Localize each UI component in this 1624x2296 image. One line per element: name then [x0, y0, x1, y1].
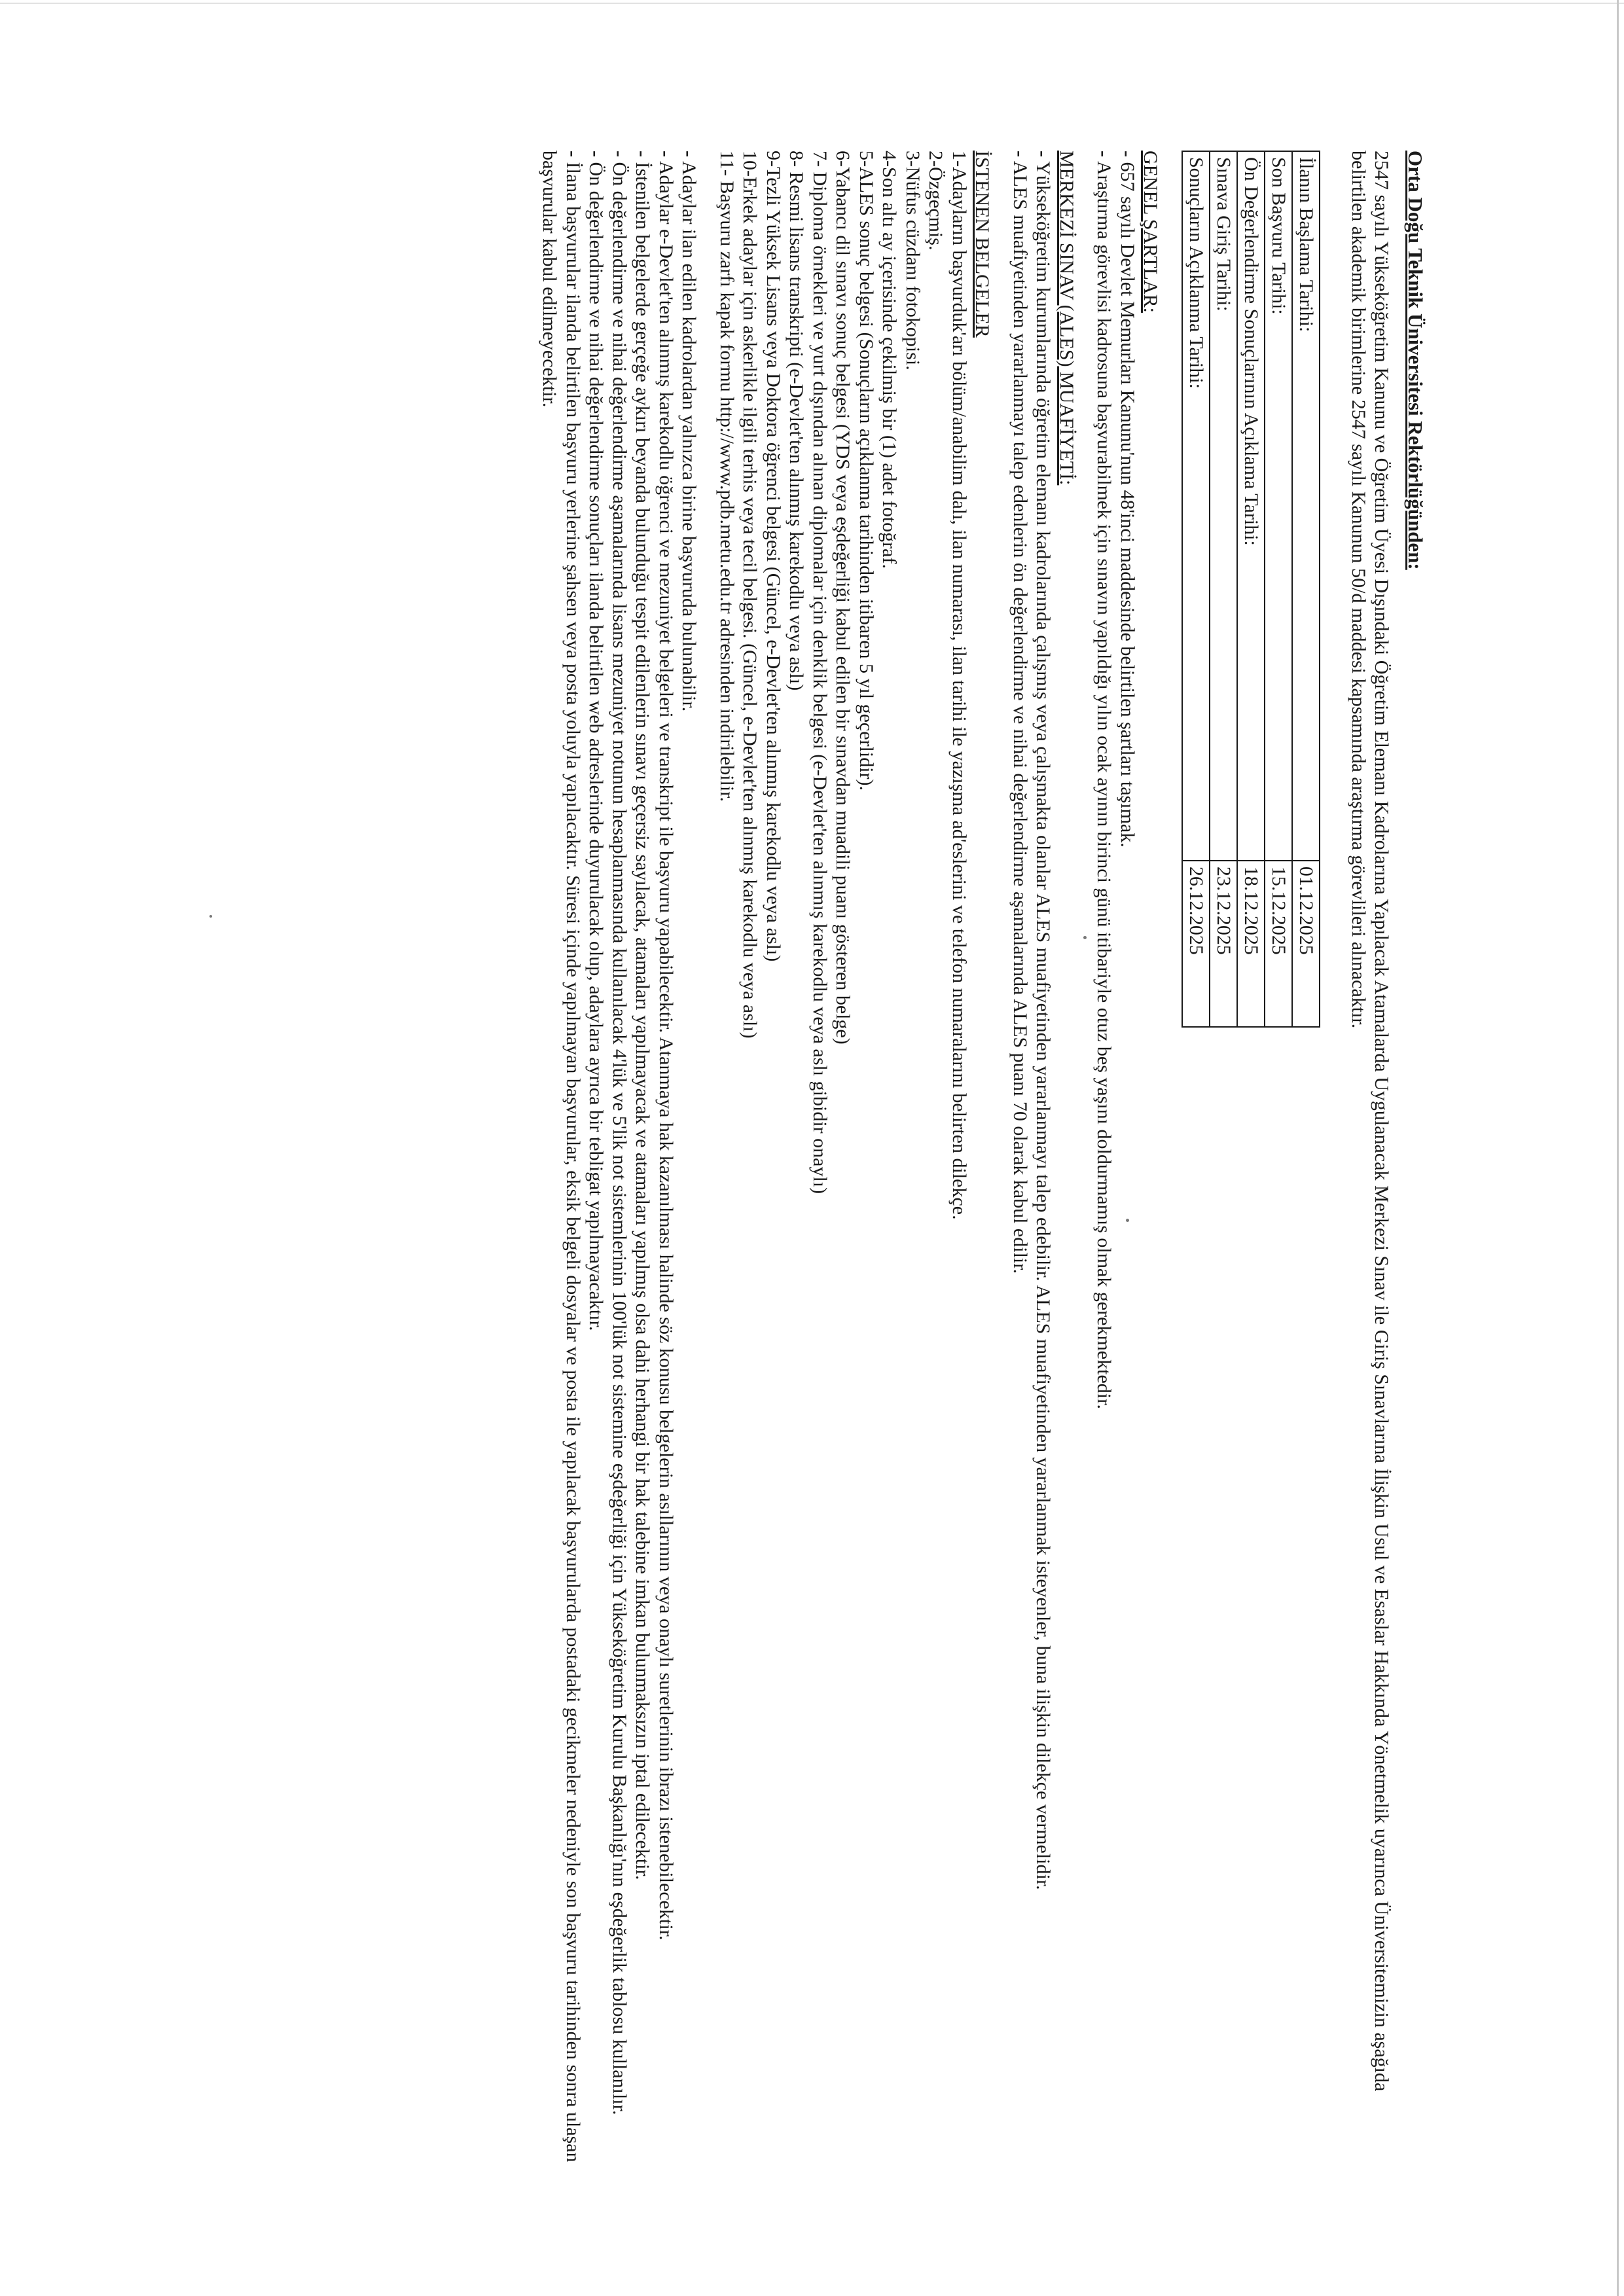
table-row	[1183, 151, 1210, 1027]
announcement-page	[144, 151, 1427, 2166]
date-label: Sonuçların Açıklanma Tarihi:	[1183, 151, 1210, 861]
bullet: -	[632, 151, 654, 157]
dates-table	[1182, 151, 1321, 1028]
bullet: -	[1032, 151, 1055, 157]
list-item: 1-Adayların başvurduk'arı bölüm/anabilim dalı, ilan numarası, ilan tarihi ile yazışma ad'eslerini ve telefon numaralarını belirten dilekçe.	[948, 151, 970, 1220]
list-item: 4-Son altı ay içerisinde çekilmiş bir (1) adet fotoğraf.	[878, 151, 901, 569]
table-row	[1293, 151, 1320, 1027]
list-item: - ALES muafiyetinden yararlanmayı talep edenlerin ön değerlendirme ve nihai değerlendirme aşamalarında ALES puanı 70 olarak kabul edilir.	[1009, 151, 1031, 1274]
table-row	[1265, 151, 1293, 1027]
list-item: - 657 sayılı Devlet Memurları Kanunu'nun 48'inci maddesinde belirtilen şartları taşımak.	[1117, 151, 1138, 848]
date-label: İlanın Başlama Tarihi:	[1293, 151, 1320, 861]
list-item: 7- Diploma örnekleri ve yurt dışından alınan diplomalar için denklik belgesi (e-Devlet'ten alınmış karekodlu veya aslı gibidir onaylı)	[809, 151, 831, 1194]
list-item: - Ön değerlendirme ve nihai değerlendirme aşamalarında lisans mezuniyet notunun hesaplanmasında kullanılacak 4'lük ve 5'lik not sistemlerinin 100'lük not sistemine eşdeğerliği için Yükseköğretim Kurulu Başkanlığı'nın eşdeğerlik tablosu kullanılır.	[609, 151, 630, 2115]
bullet: -	[609, 151, 630, 157]
docs-heading: İSTENEN BELGELER	[971, 151, 994, 338]
bullet: -	[585, 151, 607, 157]
list-item: 10-Erkek adaylar için askerlikle ilgili terhis veya tecil belgesi. (Güncel, e-Devlet'ten alınmış karekodlu veya aslı)	[739, 151, 761, 1039]
general-heading: GENEL ŞARTLAR:	[1140, 151, 1162, 313]
list-item: 8- Resmi lisans transkripti (e-Devlet'ten alınmış karekodlu veya aslı)	[785, 151, 808, 691]
date-label: Ön Değerlendirme Sonuçlarının Açıklama Tarihi:	[1238, 151, 1265, 861]
date-value: 01.12.2025	[1293, 861, 1320, 1027]
list-item: - Adaylar e-Devlet'ten alınmış karekodlu öğrenci ve mezuniyet belgeleri ve transkript ile başvuru yapabilecektir. Atanmaya hak kazanılması halinde söz konusu belgelerin asıllarının veya onaylı suretlerinin ibrazı istenebilecektir.	[655, 151, 677, 1941]
list-item: - Adaylar ilan edilen kadrolardan yalnızca birine başvuruda bulunabilir.	[678, 151, 700, 712]
bullet: -	[1009, 151, 1031, 157]
list-item: 3-Nüfus cüzdanı fotokopisi.	[902, 151, 924, 370]
date-value: 18.12.2025	[1238, 861, 1265, 1027]
list-item: - İlana başvurular ilanda belirtilen başvuru yerlerine şahsen veya posta yoluyla yapılacaktır. Süresi içinde yapılmayan başvurular, eksik belgeli dosyalar ve posta ile yapılacak başvurularda postadaki gecikmeler nedeniyle son başvuru tarihinden sonra ulaşan başvurular kabul edilmeyecektir.	[539, 151, 584, 2162]
date-label: Sınava Giriş Tarihi:	[1210, 151, 1238, 861]
scan-edge-top	[0, 3, 1624, 4]
intro-paragraph: 2547 sayılı Yükseköğretim Kanunu ve Öğretim Üyesi Dışındaki Öğretim Elemanı Kadrolarına Yapılacak Atamalarda Uygulanacak Merkezi Sınav ile Giriş Sınavlarına İlişkin Usul ve Esaslar Hakkında Yönetmelik uyarınca Üniversitemizin aşağıda belirtilen akademik birimlerine 2547 sayılı Kanunun 50/d maddesi kapsamında araştırma görevlileri alınacaktır.	[1348, 151, 1393, 2092]
list-item: 5-ALES sonuç belgesi (Sonuçların açıklanma tarihinden itibaren 5 yıl geçerlidir).	[856, 151, 877, 791]
date-value: 26.12.2025	[1183, 861, 1210, 1027]
bullet: -	[1093, 151, 1115, 157]
list-item: - Araştırma görevlisi kadrosuna başvurabilmek için sınavın yapıldığı yılın ocak ayının birinci günü itibariyle otuz beş yaşını doldurmamış olmak gerekmektedir.	[1093, 151, 1115, 1409]
date-value: 15.12.2025	[1265, 861, 1293, 1027]
date-label: Son Başvuru Tarihi:	[1265, 151, 1293, 861]
date-value: 23.12.2025	[1210, 861, 1238, 1027]
list-item: - Yükseköğretim kurumlarında öğretim elemanı kadrolarında çalışmış veya çalışmakta olanlar ALES muafiyetinden yararlanmayı talep edebilir. ALES muafiyetinden yararlanmak isteyenler, buna ilişkin dilekçe vermelidir.	[1032, 151, 1055, 1890]
page-title: Orta Doğu Teknik Üniversitesi Rektörlüğünden:	[1404, 151, 1427, 570]
list-item: - İstenilen belgelerde gerçeğe aykırı beyanda bulunduğu tespit edilenlerin sınavı geçersiz sayılacak, atamaları yapılmayacak ve atamaları yapılmış olsa dahi herhangi bir hak talebine imkan bulunmaksızın iptal edilecektir.	[632, 151, 654, 1880]
bullet: -	[678, 151, 700, 157]
table-row	[1238, 151, 1265, 1027]
list-item: 11- Başvuru zarfı kapak formu http://www.pdb.metu.edu.tr adresinden indirilebilir.	[716, 151, 738, 802]
ales-heading: MERKEZİ SINAV (ALES) MUAFİYETİ:	[1056, 151, 1077, 486]
bullet: -	[655, 151, 677, 157]
list-item: - Ön değerlendirme ve nihai değerlendirme sonuçları ilanda belirtilen web adreslerinde duyurulacak olup, adaylara ayrıca bir tebligat yapılmayacaktır.	[585, 151, 607, 1331]
bullet: -	[562, 151, 584, 157]
table-row	[1210, 151, 1238, 1027]
list-item: 9-Tezli Yüksek Lisans veya Doktora öğrenci belgesi (Güncel, e-Devlet'ten alınmış karekodlu veya aslı)	[763, 151, 784, 962]
list-item: 6-Yabancı dil sınavı sonuç belgesi (YDS veya eşdeğerliği kabul edilen bir sınavdan muadili puanı gösteren belge)	[832, 151, 854, 1045]
scan-edge-right	[1617, 0, 1619, 2296]
list-item: 2-Özgeçmiş.	[925, 151, 947, 251]
bullet: -	[1117, 151, 1138, 157]
